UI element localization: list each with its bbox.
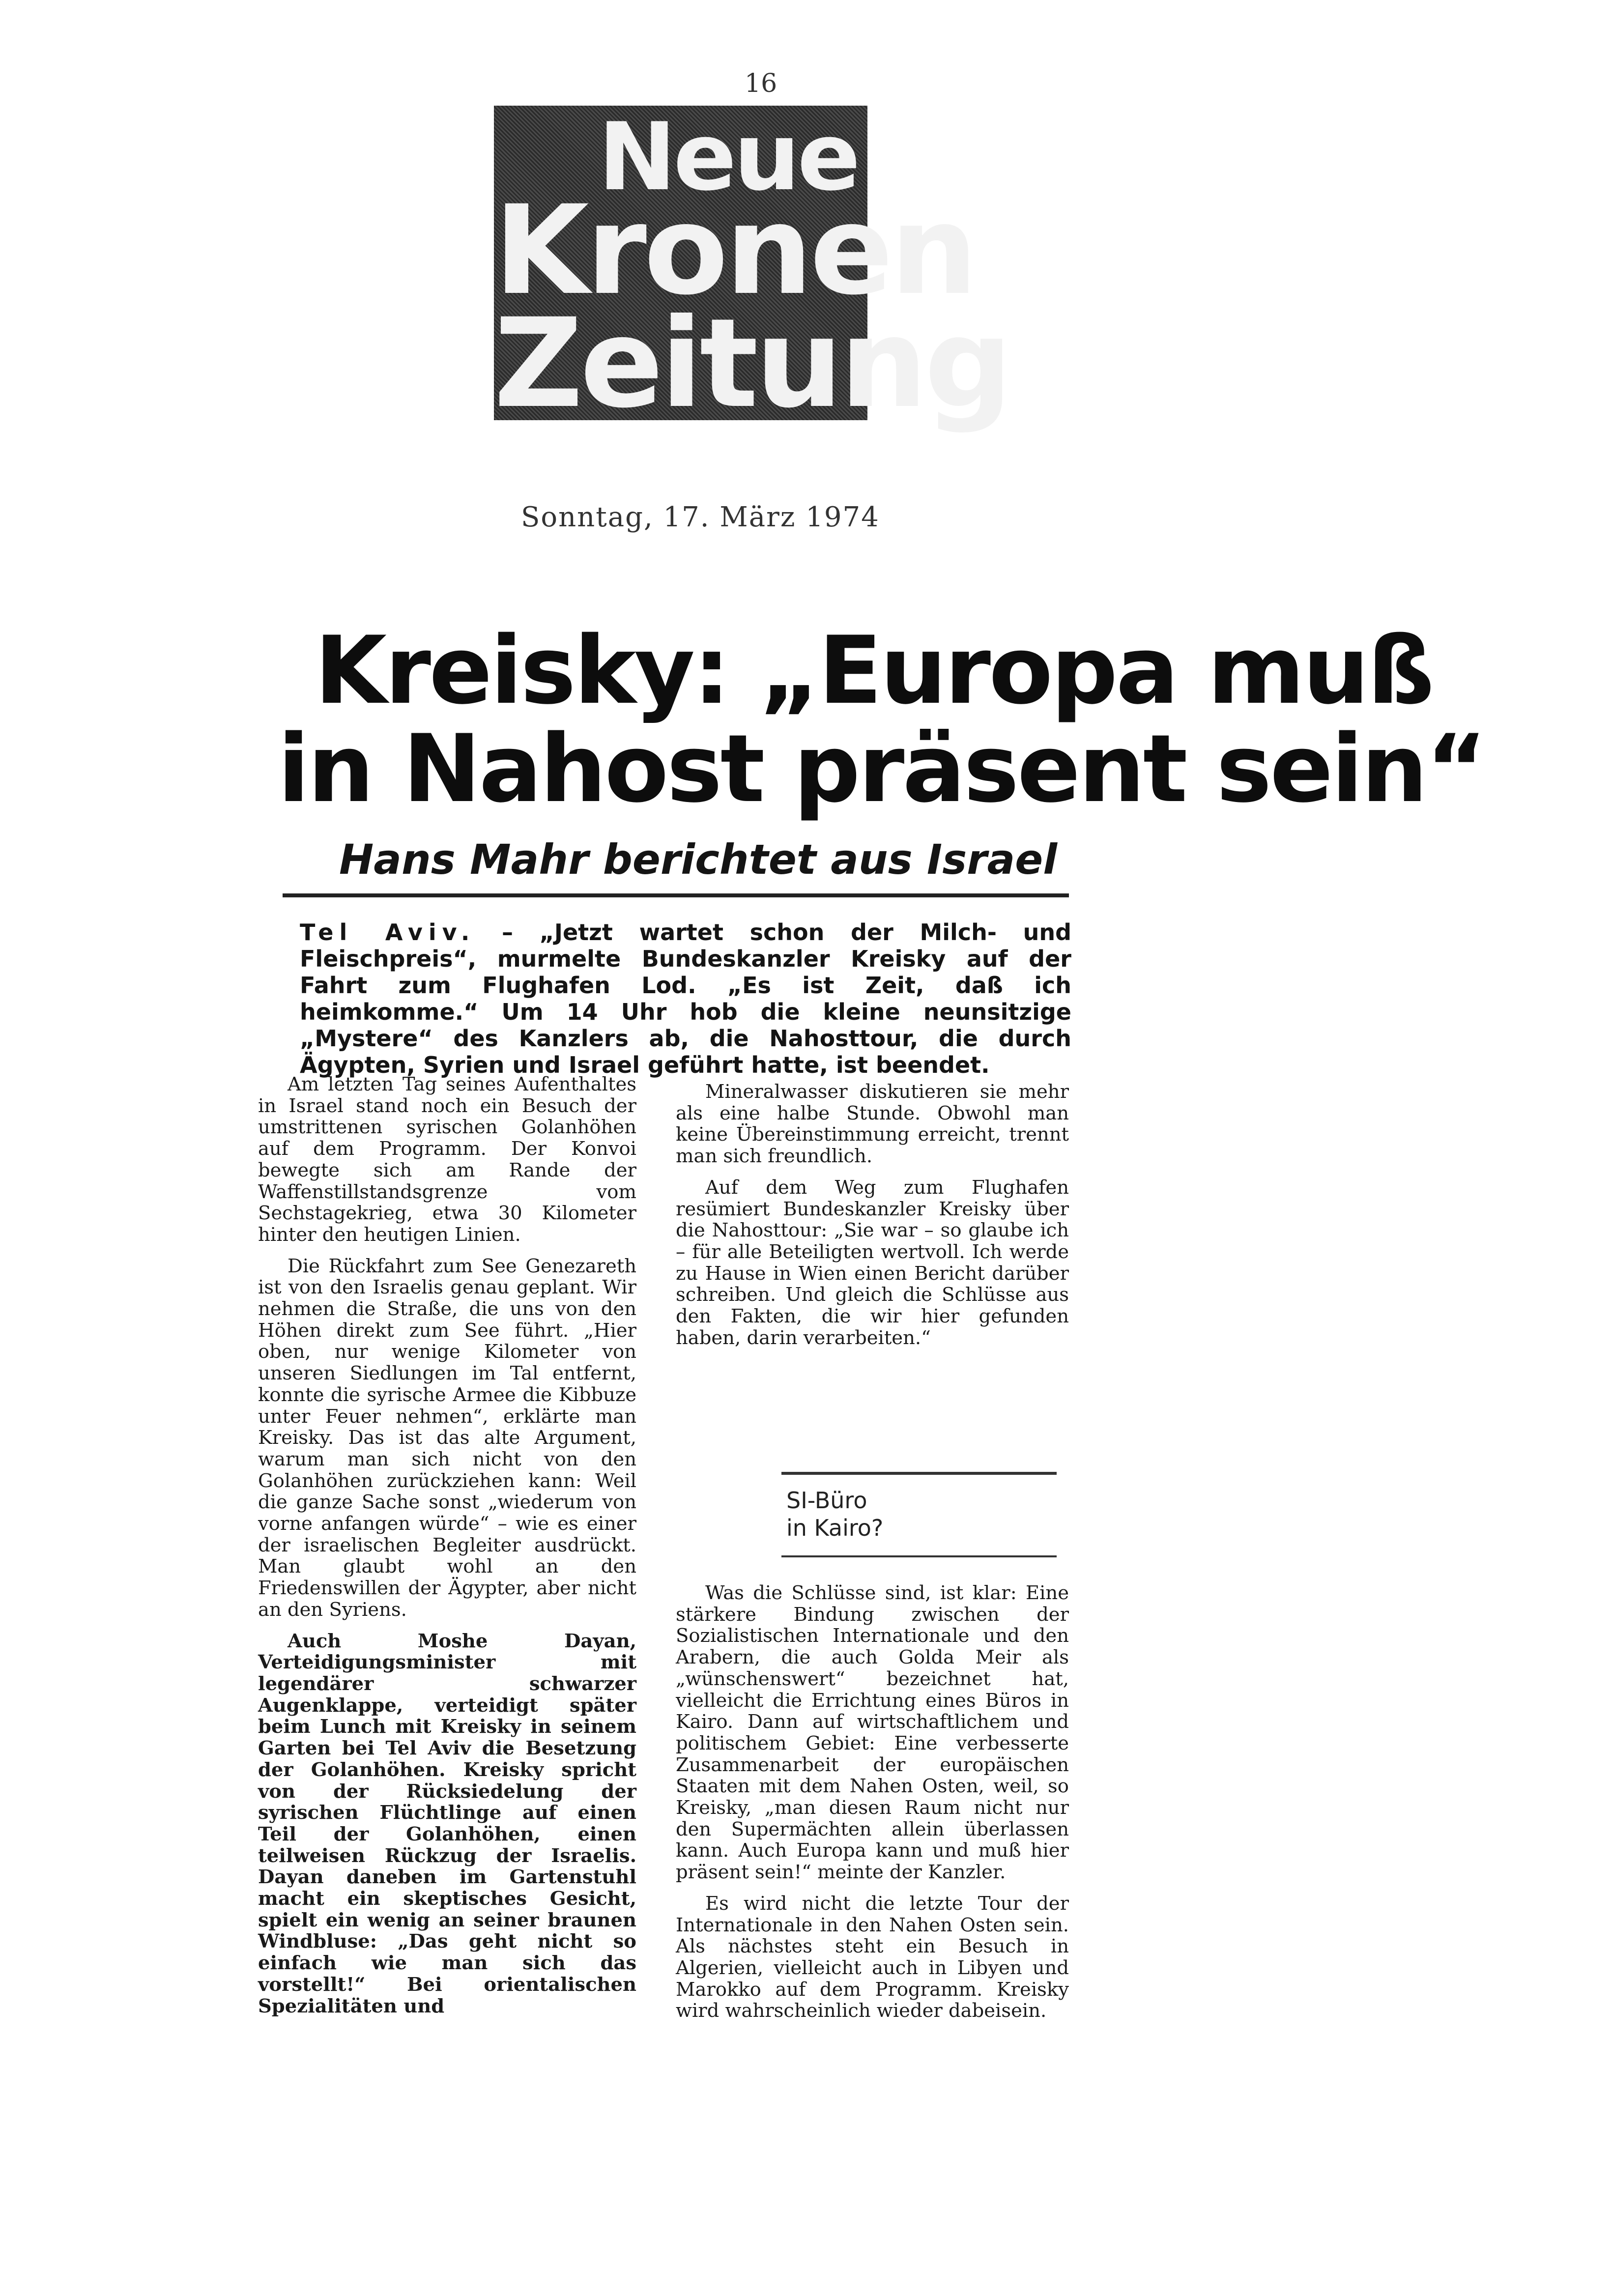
subtitle-line: in Kairo? (786, 1515, 884, 1541)
paragraph: Es wird nicht die letzte Tour der Internationale in den Nahen Osten sein. Als nächstes steht ein Besuch in Algerien, vielleicht auch in Libyen und Marokko auf dem Programm. Kreisky wird wahrscheinlich wieder dabeisein. (676, 1892, 1069, 2022)
headline-line: Kreisky: „Europa muß (315, 616, 1433, 725)
lead-paragraph (300, 919, 1071, 1078)
dateline: Tel Aviv. (300, 919, 476, 946)
paragraph: Am letzten Tag seines Aufenthaltes in Israel stand noch ein Besuch der umstrittenen syrischen Golanhöhen auf dem Programm. Der Konvoi bewegte sich am Rande der Waffenstillstandsgrenze vom Sechstagekrieg, etwa 30 Kilometer hinter den heutigen Linien. (258, 1073, 636, 1246)
masthead-line: Kronen (494, 179, 975, 322)
masthead-line: Neue (598, 103, 858, 211)
newspaper-masthead (494, 103, 1009, 435)
publication-date: Sonntag, 17. März 1974 (521, 501, 880, 533)
article-column-left (258, 1074, 636, 2027)
headline-line: in Nahost präsent sein“ (278, 715, 1485, 823)
byline-subhead: Hans Mahr berichtet aus Israel (339, 835, 1058, 884)
masthead-line: Zeitung (494, 292, 1009, 435)
divider (283, 893, 1069, 897)
divider (781, 1555, 1057, 1557)
page-number: 16 (745, 69, 777, 98)
subtitle-line: SI-Büro (786, 1487, 867, 1514)
article-column-right (676, 1081, 1069, 1358)
paragraph: Auch Moshe Dayan, Verteidigungsminister mit legendärer schwarzer Augenklappe, verteidigt später beim Lunch mit Kreisky in seinem Garten bei Tel Aviv die Besetzung der Golanhöhen. Kreisky spricht von der Rücksiedelung der syrischen Flüchtlinge auf einen Teil der Golanhöhen, einen teilweisen Rückzug der Israelis. Dayan daneben im Gartenstuhl macht ein skeptisches Gesicht, spielt ein wenig an seiner braunen Windbluse: „Das geht nicht so einfach wie man sich das vorstellt!“ Bei orientalischen Spezialitäten und (258, 1630, 636, 2017)
lead-text: – „Jetzt wartet schon der Milch- und Fleischpreis“, murmelte Bundeskanzler Kreisky auf der Fahrt zum Flughafen Lod. „Es ist Zeit, daß ich heimkomme.“ Um 14 Uhr hob die kleine neunsitzige „Mystere“ des Kanzlers ab, die Nahosttour, die durch Ägypten, Syrien und Israel geführt hatte, ist beendet. (300, 919, 1071, 1078)
paragraph: Auf dem Weg zum Flughafen resümiert Bundeskanzler Kreisky über die Nahosttour: „Sie war – so glaube ich – für alle Beteiligten wertvoll. Ich werde zu Hause in Wien einen Bericht darüber schreiben. Und gleich die Schlüsse aus den Fakten, die wir hier gefunden haben, darin verarbeiten.“ (676, 1176, 1069, 1349)
paragraph: Mineralwasser diskutieren sie mehr als eine halbe Stunde. Obwohl man keine Übereinstimmung erreicht, trennt man sich freundlich. (676, 1081, 1069, 1168)
article-column-right-continued (676, 1582, 1069, 2032)
paragraph: Was die Schlüsse sind, ist klar: Eine stärkere Bindung zwischen der Sozialistischen Internationale und den Arabern, die auch Golda Meir als „wünschenswert“ bezeichnet hat, vielleicht die Errichtung eines Büros in Kairo. Dann auf wirtschaftlichem und politischem Gebiet: Eine verbesserte Zusammenarbeit der europäischen Staaten mit dem Nahen Osten, weil, so Kreisky, „man diesen Raum nicht nur den Supermächten allein überlassen kann. Auch Europa kann und muß hier präsent sein!“ meinte der Kanzler. (676, 1582, 1069, 1884)
paragraph: Die Rückfahrt zum See Genezareth ist von den Israelis genau geplant. Wir nehmen die Straße, die uns von den Höhen direkt zum See führt. „Hier oben, nur wenige Kilometer von unseren Siedlungen im Tal entfernt, konnte die syrische Armee die Kibbuze unter Feuer nehmen“, erklärte man Kreisky. Das ist das alte Argument, warum man sich nicht von den Golanhöhen zurückziehen kann: Weil die ganze Sache sonst „wiederum von vorne anfangen würde“ – wie es einer der israelischen Begleiter ausdrückt. Man glaubt wohl an den Friedenswillen der Ägypter, aber nicht an den Syriens. (258, 1255, 636, 1621)
divider (781, 1472, 1057, 1475)
section-subtitle (786, 1487, 883, 1542)
